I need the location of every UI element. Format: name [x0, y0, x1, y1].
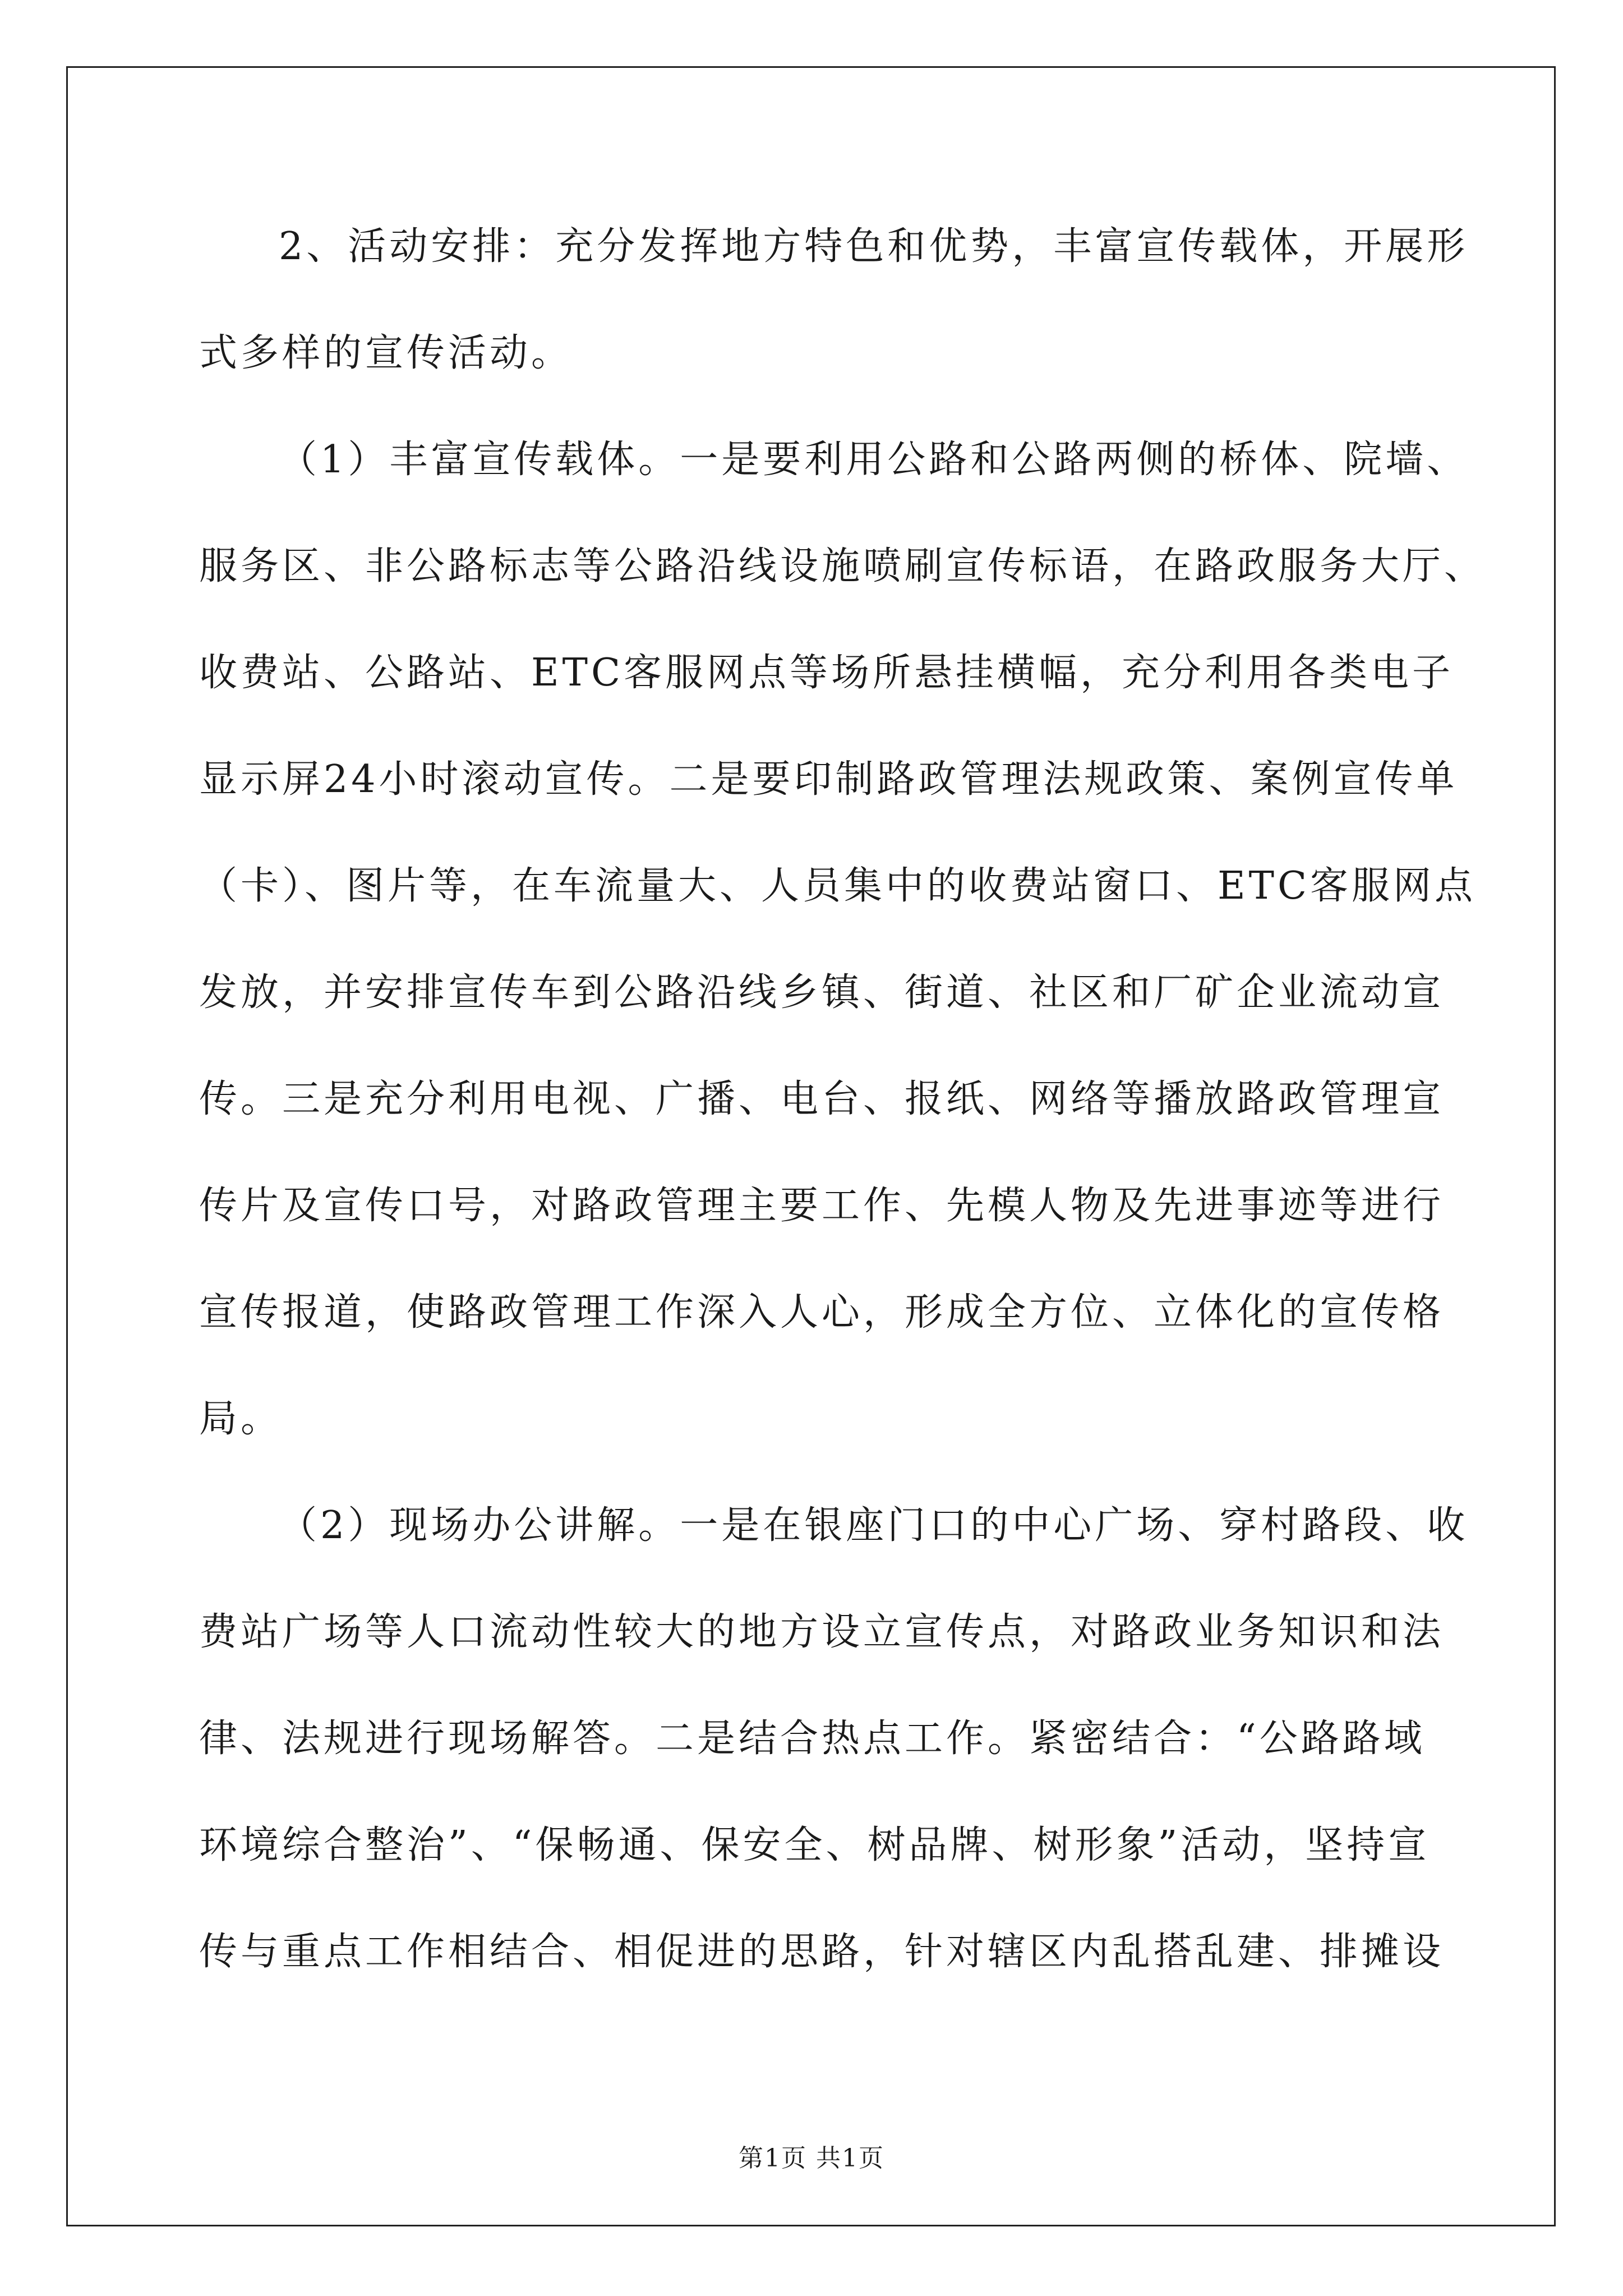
paragraph-3-line-4: 环境综合整治”、“保畅通、保安全、树品牌、树形象”活动，坚持宣	[199, 1823, 1430, 1867]
paragraph-1-line-1: 2、活动安排：充分发挥地方特色和优势，丰富宣传载体，开展形	[279, 224, 1469, 269]
paragraph-3-line-2: 费站广场等人口流动性较大的地方设立宣传点，对路政业务知识和法	[199, 1610, 1445, 1654]
paragraph-2-line-3: 收费站、公路站、ETC客服网点等场所悬挂横幅，充分利用各类电子	[199, 651, 1454, 695]
paragraph-2-line-4: 显示屏24小时滚动宣传。二是要印制路政管理法规政策、案例宣传单	[199, 757, 1458, 802]
page-number-footer: 第1页 共1页	[739, 2144, 884, 2173]
document-body	[199, 213, 1486, 2025]
paragraph-3-line-1: （2）现场办公讲解。一是在银座门口的中心广场、穿村路段、收	[279, 1503, 1469, 1548]
paragraph-2-line-10: 局。	[199, 1397, 283, 1441]
paragraph-3-line-3: 律、法规进行现场解答。二是结合热点工作。紧密结合：“公路路域	[199, 1717, 1426, 1761]
paragraph-1-line-2: 式多样的宣传活动。	[199, 331, 573, 375]
paragraph-2-line-7: 传。三是充分利用电视、广播、电台、报纸、网络等播放路政管理宣	[199, 1077, 1445, 1121]
paragraph-2-line-8: 传片及宣传口号，对路政管理主要工作、先模人物及先进事迹等进行	[199, 1184, 1445, 1228]
paragraph-2-line-1: （1）丰富宣传载体。一是要利用公路和公路两侧的桥体、院墙、	[279, 438, 1469, 482]
paragraph-2-line-6: 发放，并安排宣传车到公路沿线乡镇、街道、社区和厂矿企业流动宣	[199, 970, 1445, 1015]
paragraph-2-line-9: 宣传报道，使路政管理工作深入人心，形成全方位、立体化的宣传格	[199, 1290, 1445, 1335]
paragraph-3-line-5: 传与重点工作相结合、相促进的思路，针对辖区内乱搭乱建、排摊设	[199, 1930, 1445, 1974]
paragraph-2-line-2: 服务区、非公路标志等公路沿线设施喷刷宣传标语，在路政服务大厅、	[199, 544, 1486, 588]
paragraph-2-line-5: （卡）、图片等，在车流量大、人员集中的收费站窗口、ETC客服网点	[199, 864, 1477, 908]
